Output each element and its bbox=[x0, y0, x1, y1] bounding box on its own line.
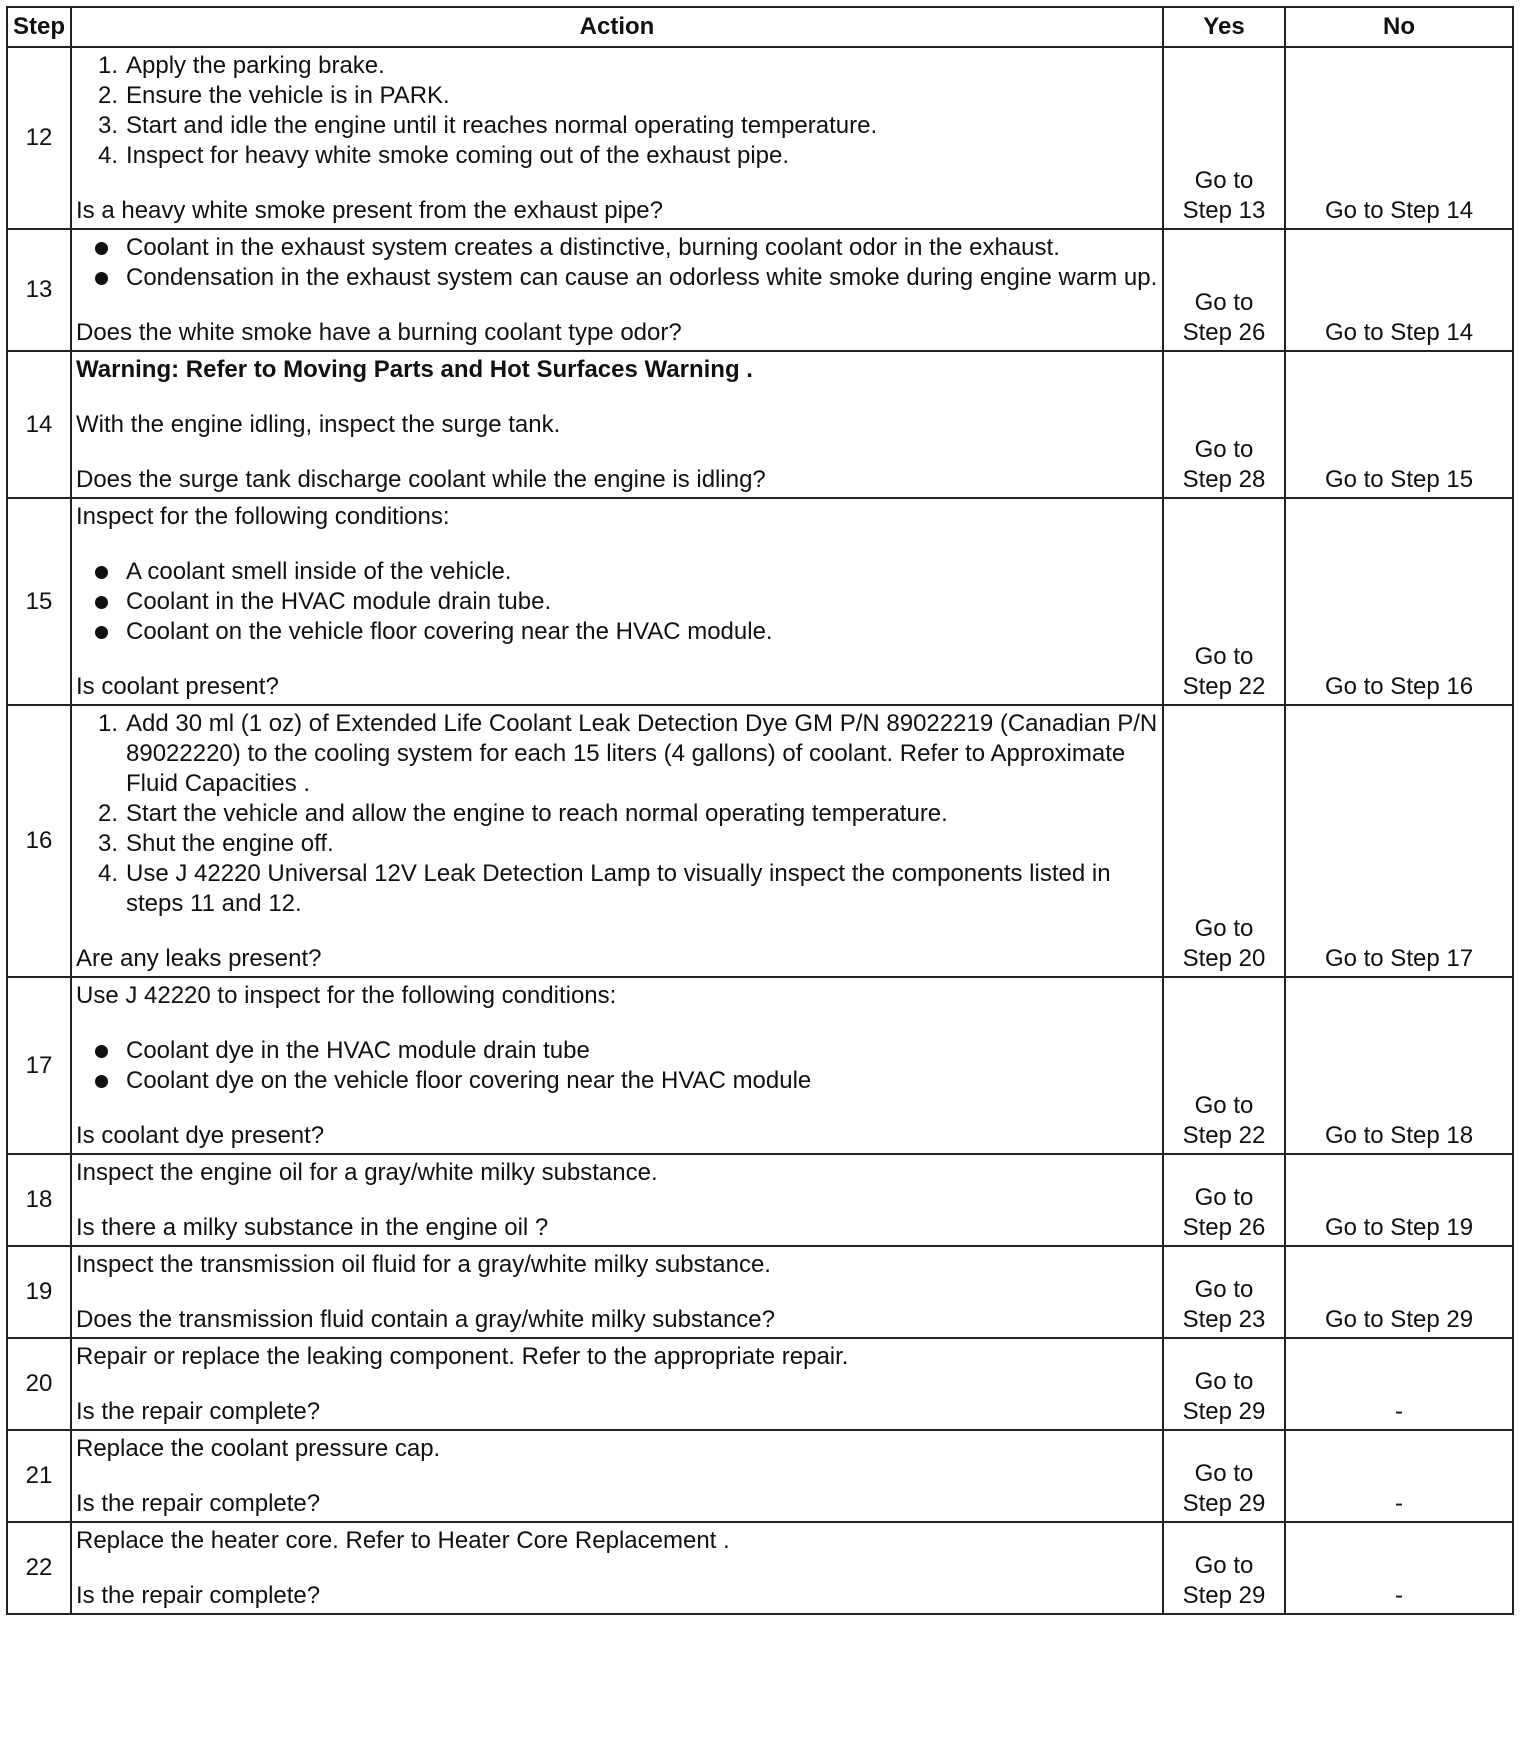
yes-goto-label: Go to bbox=[1194, 1460, 1254, 1487]
header-no: No bbox=[1285, 7, 1513, 47]
list-item-text: Coolant on the vehicle floor covering near the HVAC module. bbox=[126, 618, 773, 645]
list-item-text: Coolant dye on the vehicle floor covering near the HVAC module bbox=[126, 1067, 812, 1094]
table-row bbox=[7, 1430, 1513, 1522]
spacer bbox=[76, 1464, 1158, 1489]
yes-step-ref: Step 29 bbox=[1182, 1582, 1266, 1609]
yes-step-ref: Step 13 bbox=[1182, 197, 1266, 224]
bullet-icon bbox=[95, 566, 108, 579]
table-row bbox=[7, 1154, 1513, 1246]
list-number: 2. bbox=[97, 800, 118, 827]
table-row bbox=[7, 1338, 1513, 1430]
spacer bbox=[76, 1556, 1158, 1581]
yes-goto-label: Go to bbox=[1194, 915, 1254, 942]
list-item-text: Apply the parking brake. bbox=[126, 52, 385, 79]
yes-cell bbox=[1163, 1246, 1285, 1338]
instruction-text: Inspect for the following conditions: bbox=[76, 503, 450, 530]
action-cell bbox=[71, 351, 1163, 498]
action-cell bbox=[71, 47, 1163, 229]
instruction-text: Replace the coolant pressure cap. bbox=[76, 1435, 441, 1462]
table-row bbox=[7, 1246, 1513, 1338]
question-text: Is the repair complete? bbox=[76, 1490, 321, 1517]
instruction-text: Use J 42220 to inspect for the following conditions: bbox=[76, 982, 617, 1009]
action-cell bbox=[71, 498, 1163, 705]
bullet-icon bbox=[95, 1045, 108, 1058]
table-row bbox=[7, 705, 1513, 977]
spacer bbox=[76, 385, 1158, 410]
list-item-text: Condensation in the exhaust system can cause an odorless white smoke during engine warm up. bbox=[126, 264, 1158, 291]
no-cell: - bbox=[1285, 1338, 1513, 1430]
list-item-text: Add 30 ml (1 oz) of Extended Life Coolant Leak Detection Dye GM P/N 89022219 (Canadian P/N 89022220) to the cooling system for each 15 liters (4 gallons) of coolant. Refer to Approximate Fluid Capacities . bbox=[126, 710, 1158, 797]
yes-step-ref: Step 20 bbox=[1182, 945, 1266, 972]
yes-cell bbox=[1163, 229, 1285, 351]
bullet-list bbox=[76, 557, 1158, 647]
list-item-text: Ensure the vehicle is in PARK. bbox=[126, 82, 450, 109]
instruction-text: Repair or replace the leaking component. Refer to the appropriate repair. bbox=[76, 1343, 849, 1370]
list-item bbox=[76, 263, 1158, 293]
no-cell: Go to Step 18 bbox=[1285, 977, 1513, 1154]
yes-goto-label: Go to bbox=[1194, 436, 1254, 463]
header-yes: Yes bbox=[1163, 7, 1285, 47]
no-cell: Go to Step 16 bbox=[1285, 498, 1513, 705]
table-body bbox=[7, 47, 1513, 1614]
yes-cell bbox=[1163, 47, 1285, 229]
spacer bbox=[76, 171, 1158, 196]
no-cell: - bbox=[1285, 1522, 1513, 1614]
list-item bbox=[76, 141, 1158, 171]
action-cell bbox=[71, 229, 1163, 351]
list-item bbox=[76, 859, 1158, 919]
instruction-text: Inspect the engine oil for a gray/white milky substance. bbox=[76, 1159, 658, 1186]
ordered-list bbox=[76, 51, 1158, 171]
yes-cell bbox=[1163, 1430, 1285, 1522]
list-item bbox=[76, 1066, 1158, 1096]
action-cell bbox=[71, 1246, 1163, 1338]
question-text: Is a heavy white smoke present from the exhaust pipe? bbox=[76, 197, 663, 224]
list-item bbox=[76, 51, 1158, 81]
spacer bbox=[76, 532, 1158, 557]
yes-cell bbox=[1163, 977, 1285, 1154]
question-text: Does the surge tank discharge coolant while the engine is idling? bbox=[76, 466, 766, 493]
spacer bbox=[76, 440, 1158, 465]
list-number: 3. bbox=[97, 830, 118, 857]
question-text: Is coolant dye present? bbox=[76, 1122, 325, 1149]
step-number: 16 bbox=[7, 705, 71, 977]
bullet-icon bbox=[95, 272, 108, 285]
yes-step-ref: Step 26 bbox=[1182, 319, 1266, 346]
yes-step-ref: Step 29 bbox=[1182, 1398, 1266, 1425]
header-action: Action bbox=[71, 7, 1163, 47]
table-row bbox=[7, 977, 1513, 1154]
step-number: 17 bbox=[7, 977, 71, 1154]
list-number: 4. bbox=[97, 142, 118, 169]
question-text: Is coolant present? bbox=[76, 673, 279, 700]
action-cell bbox=[71, 1522, 1163, 1614]
no-cell: Go to Step 15 bbox=[1285, 351, 1513, 498]
list-item-text: Coolant in the HVAC module drain tube. bbox=[126, 588, 552, 615]
no-cell: Go to Step 17 bbox=[1285, 705, 1513, 977]
yes-goto-label: Go to bbox=[1194, 1092, 1254, 1119]
yes-goto-label: Go to bbox=[1194, 1184, 1254, 1211]
list-number: 1. bbox=[97, 710, 118, 737]
spacer bbox=[76, 1188, 1158, 1213]
yes-cell bbox=[1163, 498, 1285, 705]
yes-step-ref: Step 22 bbox=[1182, 673, 1266, 700]
list-item bbox=[76, 557, 1158, 587]
list-number: 2. bbox=[97, 82, 118, 109]
yes-cell bbox=[1163, 1338, 1285, 1430]
warning-text: Warning: Refer to Moving Parts and Hot Surfaces Warning . bbox=[76, 356, 753, 383]
question-text: Does the transmission fluid contain a gray/white milky substance? bbox=[76, 1306, 775, 1333]
question-text: Does the white smoke have a burning coolant type odor? bbox=[76, 319, 682, 346]
list-number: 3. bbox=[97, 112, 118, 139]
no-cell: Go to Step 19 bbox=[1285, 1154, 1513, 1246]
step-number: 19 bbox=[7, 1246, 71, 1338]
question-text: Are any leaks present? bbox=[76, 945, 322, 972]
step-number: 14 bbox=[7, 351, 71, 498]
bullet-icon bbox=[95, 242, 108, 255]
list-item-text: Coolant in the exhaust system creates a distinctive, burning coolant odor in the exhaust. bbox=[126, 234, 1060, 261]
step-number: 22 bbox=[7, 1522, 71, 1614]
list-item bbox=[76, 587, 1158, 617]
list-item-text: Inspect for heavy white smoke coming out of the exhaust pipe. bbox=[126, 142, 790, 169]
list-item bbox=[76, 799, 1158, 829]
yes-cell bbox=[1163, 705, 1285, 977]
yes-step-ref: Step 22 bbox=[1182, 1122, 1266, 1149]
step-number: 21 bbox=[7, 1430, 71, 1522]
list-item-text: Shut the engine off. bbox=[126, 830, 334, 857]
bullet-list bbox=[76, 233, 1158, 293]
bullet-icon bbox=[95, 596, 108, 609]
yes-goto-label: Go to bbox=[1194, 643, 1254, 670]
spacer bbox=[76, 1280, 1158, 1305]
yes-cell bbox=[1163, 1522, 1285, 1614]
diagnostic-table bbox=[6, 6, 1514, 1615]
question-text: Is the repair complete? bbox=[76, 1398, 321, 1425]
bullet-icon bbox=[95, 626, 108, 639]
table-row bbox=[7, 229, 1513, 351]
bullet-list bbox=[76, 1036, 1158, 1096]
yes-step-ref: Step 23 bbox=[1182, 1306, 1266, 1333]
step-number: 13 bbox=[7, 229, 71, 351]
bullet-icon bbox=[95, 1075, 108, 1088]
spacer bbox=[76, 293, 1158, 318]
table-row bbox=[7, 498, 1513, 705]
table-row bbox=[7, 351, 1513, 498]
header-row bbox=[7, 7, 1513, 47]
no-cell: Go to Step 14 bbox=[1285, 229, 1513, 351]
list-item bbox=[76, 233, 1158, 263]
no-cell: Go to Step 29 bbox=[1285, 1246, 1513, 1338]
list-item-text: A coolant smell inside of the vehicle. bbox=[126, 558, 512, 585]
instruction-text: Inspect the transmission oil fluid for a gray/white milky substance. bbox=[76, 1251, 771, 1278]
instruction-text: Replace the heater core. Refer to Heater Core Replacement . bbox=[76, 1527, 730, 1554]
action-cell bbox=[71, 1338, 1163, 1430]
step-number: 18 bbox=[7, 1154, 71, 1246]
step-number: 15 bbox=[7, 498, 71, 705]
action-cell bbox=[71, 705, 1163, 977]
spacer bbox=[76, 1372, 1158, 1397]
step-number: 20 bbox=[7, 1338, 71, 1430]
spacer bbox=[76, 647, 1158, 672]
list-item bbox=[76, 1036, 1158, 1066]
question-text: Is there a milky substance in the engine oil ? bbox=[76, 1214, 549, 1241]
yes-cell bbox=[1163, 351, 1285, 498]
yes-goto-label: Go to bbox=[1194, 1552, 1254, 1579]
no-cell: - bbox=[1285, 1430, 1513, 1522]
list-item-text: Coolant dye in the HVAC module drain tube bbox=[126, 1037, 590, 1064]
list-item-text: Use J 42220 Universal 12V Leak Detection Lamp to visually inspect the components listed in steps 11 and 12. bbox=[126, 860, 1111, 917]
action-cell bbox=[71, 977, 1163, 1154]
list-number: 4. bbox=[97, 860, 118, 887]
yes-cell bbox=[1163, 1154, 1285, 1246]
action-cell bbox=[71, 1154, 1163, 1246]
question-text: Is the repair complete? bbox=[76, 1582, 321, 1609]
yes-step-ref: Step 29 bbox=[1182, 1490, 1266, 1517]
table-row bbox=[7, 47, 1513, 229]
list-item bbox=[76, 617, 1158, 647]
yes-goto-label: Go to bbox=[1194, 289, 1254, 316]
list-item-text: Start and idle the engine until it reaches normal operating temperature. bbox=[126, 112, 878, 139]
yes-goto-label: Go to bbox=[1194, 1276, 1254, 1303]
list-item bbox=[76, 81, 1158, 111]
list-item bbox=[76, 709, 1158, 799]
yes-step-ref: Step 26 bbox=[1182, 1214, 1266, 1241]
spacer bbox=[76, 919, 1158, 944]
header-step: Step bbox=[7, 7, 71, 47]
step-number: 12 bbox=[7, 47, 71, 229]
yes-goto-label: Go to bbox=[1194, 167, 1254, 194]
list-item bbox=[76, 829, 1158, 859]
no-cell: Go to Step 14 bbox=[1285, 47, 1513, 229]
table-row bbox=[7, 1522, 1513, 1614]
list-number: 1. bbox=[97, 52, 118, 79]
ordered-list bbox=[76, 709, 1158, 919]
list-item bbox=[76, 111, 1158, 141]
yes-step-ref: Step 28 bbox=[1182, 466, 1266, 493]
spacer bbox=[76, 1096, 1158, 1121]
action-cell bbox=[71, 1430, 1163, 1522]
instruction-text: With the engine idling, inspect the surge tank. bbox=[76, 411, 561, 438]
yes-goto-label: Go to bbox=[1194, 1368, 1254, 1395]
spacer bbox=[76, 1011, 1158, 1036]
list-item-text: Start the vehicle and allow the engine to reach normal operating temperature. bbox=[126, 800, 948, 827]
